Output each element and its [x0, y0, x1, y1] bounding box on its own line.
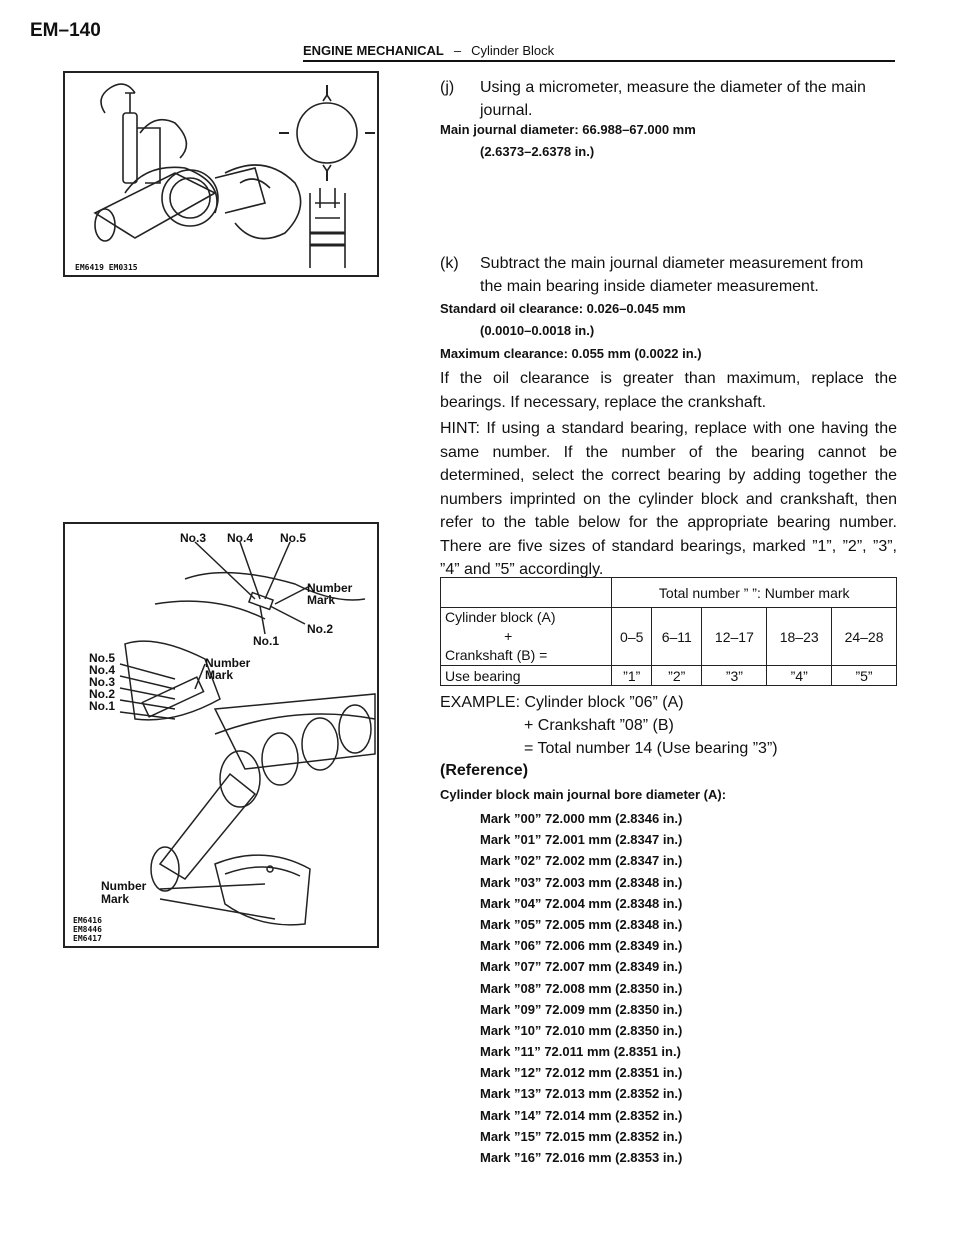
left-label-mark: Mark: [205, 668, 234, 682]
main-journal-spec-inch: (2.6373–2.6378 in.): [480, 144, 595, 159]
table-header-row: [441, 578, 897, 608]
reference-mark-item: Mark ”02” 72.002 mm (2.8347 in.): [480, 853, 683, 869]
step-j: [440, 76, 897, 122]
reference-mark-item: Mark ”08” 72.008 mm (2.8350 in.): [480, 980, 683, 996]
reference-subtitle: Cylinder block main journal bore diameter (A):: [440, 787, 727, 802]
row-label-line2: +: [504, 628, 513, 644]
subsection-title: Cylinder Block: [471, 43, 555, 58]
table-cell: ”1”: [612, 666, 652, 686]
label-no3: No.3: [180, 531, 207, 545]
table-cell: 12–17: [702, 608, 767, 666]
step-j-text1: Using a micrometer, measure the diameter of the main: [480, 79, 866, 96]
bearing-selection-table: [440, 577, 897, 686]
step-j-line2: journal.: [480, 102, 533, 119]
table-cell: ”2”: [652, 666, 702, 686]
label-no1: No.1: [253, 634, 280, 648]
label-no5: No.5: [280, 531, 307, 545]
reference-mark-item: Mark ”04” 72.004 mm (2.8348 in.): [480, 895, 683, 911]
reference-mark-item: Mark ”03” 72.003 mm (2.8348 in.): [480, 874, 683, 890]
table-header: Total number ” ”: Number mark: [612, 578, 897, 608]
fig2-codes: [73, 916, 102, 943]
reference-mark-item: Mark ”00” 72.000 mm (2.8346 in.): [480, 811, 683, 826]
header-section: [303, 43, 554, 58]
standard-clearance: Standard oil clearance: 0.026–0.045 mm: [440, 301, 686, 316]
fig2-code-3: EM6417: [73, 934, 102, 943]
example-line1: EXAMPLE: Cylinder block ”06” (A): [440, 694, 684, 711]
bottom-label-number: Number: [101, 879, 147, 893]
label-no4: No.4: [227, 531, 254, 545]
label-mark: Mark: [307, 593, 336, 607]
reference-mark-item: Mark ”11” 72.011 mm (2.8351 in.): [480, 1044, 681, 1060]
hint-paragraph: HINT: If using a standard bearing, replace with one having the same number. If the number of the bearing cannot be determined, select the correct bearing by adding together the numbers imprinted on the cylinder block and crankshaft, then refer to the table below for the appropriate bearing number. There are five sizes of standard bearings, marked ”1”, ”2”, ”3”, ”4” and ”5” accordingly.: [440, 420, 897, 578]
row-label-line3: Crankshaft (B) =: [445, 647, 548, 663]
label-number-mark-top: [307, 582, 352, 606]
reference-mark-item: Mark ”10” 72.010 mm (2.8350 in.): [480, 1022, 683, 1038]
reference-mark-item: Mark ”07” 72.007 mm (2.8349 in.): [480, 959, 683, 975]
reference-mark-item: Mark ”16” 72.016 mm (2.8353 in.): [480, 1150, 683, 1165]
table-cell: 6–11: [652, 608, 702, 666]
example-line3: = Total number 14 (Use bearing ”3”): [524, 740, 778, 757]
left-label-no3: No.3: [89, 675, 116, 689]
left-label-number: Number: [205, 656, 251, 670]
maximum-clearance: Maximum clearance: 0.055 mm (0.0022 in.): [440, 346, 702, 361]
reference-mark-item: Mark ”01” 72.001 mm (2.8347 in.): [480, 832, 683, 848]
reference-mark-item: Mark ”15” 72.015 mm (2.8352 in.): [480, 1128, 683, 1144]
label-number-mark-bottom: [101, 880, 146, 906]
oil-clearance-paragraph: If the oil clearance is greater than maximum, replace the bearings. If necessary, replace the crankshaft.: [440, 370, 897, 411]
step-k-label: (k): [440, 255, 459, 272]
table-cell: 18–23: [767, 608, 832, 666]
table-cell: 0–5: [612, 608, 652, 666]
table-cell: ”3”: [702, 666, 767, 686]
reference-mark-item: Mark ”12” 72.012 mm (2.8351 in.): [480, 1065, 683, 1081]
label-no2: No.2: [307, 622, 334, 636]
left-label-no4: No.4: [89, 663, 116, 677]
left-label-no1: No.1: [89, 699, 116, 713]
left-number-labels: [89, 652, 115, 712]
main-journal-spec: Main journal diameter: 66.988–67.000 mm: [440, 122, 696, 137]
reference-title: (Reference): [440, 762, 529, 779]
left-label-no2: No.2: [89, 687, 116, 701]
label-number-mark-left: [205, 657, 250, 681]
bottom-label-mark: Mark: [101, 892, 130, 906]
reference-marks-list: [480, 808, 682, 1168]
example-line2: + Crankshaft ”08” (B): [524, 717, 674, 734]
fig2-code-1: EM6416: [73, 916, 102, 925]
table-corner: [441, 578, 612, 608]
micrometer-illustration: [65, 73, 377, 275]
step-k-line2: the main bearing inside diameter measurement.: [480, 278, 819, 295]
step-j-label: (j): [440, 79, 455, 96]
section-title: ENGINE MECHANICAL: [303, 43, 444, 58]
step-k-line1: [440, 252, 897, 275]
left-label-no5: No.5: [89, 651, 116, 665]
fig1-code: EM6419 EM0315: [75, 263, 138, 272]
table-bearing-row: [441, 666, 897, 686]
header-separator: –: [453, 43, 462, 58]
reference-mark-item: Mark ”05” 72.005 mm (2.8348 in.): [480, 916, 683, 932]
table-range-row: [441, 608, 897, 666]
label-number: Number: [307, 581, 353, 595]
table-row-label: [441, 608, 612, 666]
fig2-code-2: EM8446: [73, 925, 102, 934]
reference-mark-item: Mark ”09” 72.009 mm (2.8350 in.): [480, 1001, 683, 1017]
row-label-line1: Cylinder block (A): [445, 609, 556, 625]
page-number: EM–140: [30, 20, 101, 41]
step-k: [440, 252, 897, 298]
step-j-line1: [440, 76, 897, 99]
table-cell: ”5”: [832, 666, 897, 686]
standard-clearance-inch: (0.0010–0.0018 in.): [480, 323, 595, 338]
reference-mark-item: Mark ”14” 72.014 mm (2.8352 in.): [480, 1107, 683, 1123]
reference-mark-item: Mark ”13” 72.013 mm (2.8352 in.): [480, 1086, 683, 1102]
table-cell: 24–28: [832, 608, 897, 666]
reference-mark-item: Mark ”06” 72.006 mm (2.8349 in.): [480, 938, 683, 954]
step-k-text1: Subtract the main journal diameter measurement from: [480, 255, 864, 272]
figure-number-marks: [63, 522, 379, 948]
figure-micrometer-journal: [63, 71, 379, 277]
use-bearing-label: Use bearing: [441, 666, 612, 686]
table-cell: ”4”: [767, 666, 832, 686]
header-rule: [303, 60, 895, 62]
